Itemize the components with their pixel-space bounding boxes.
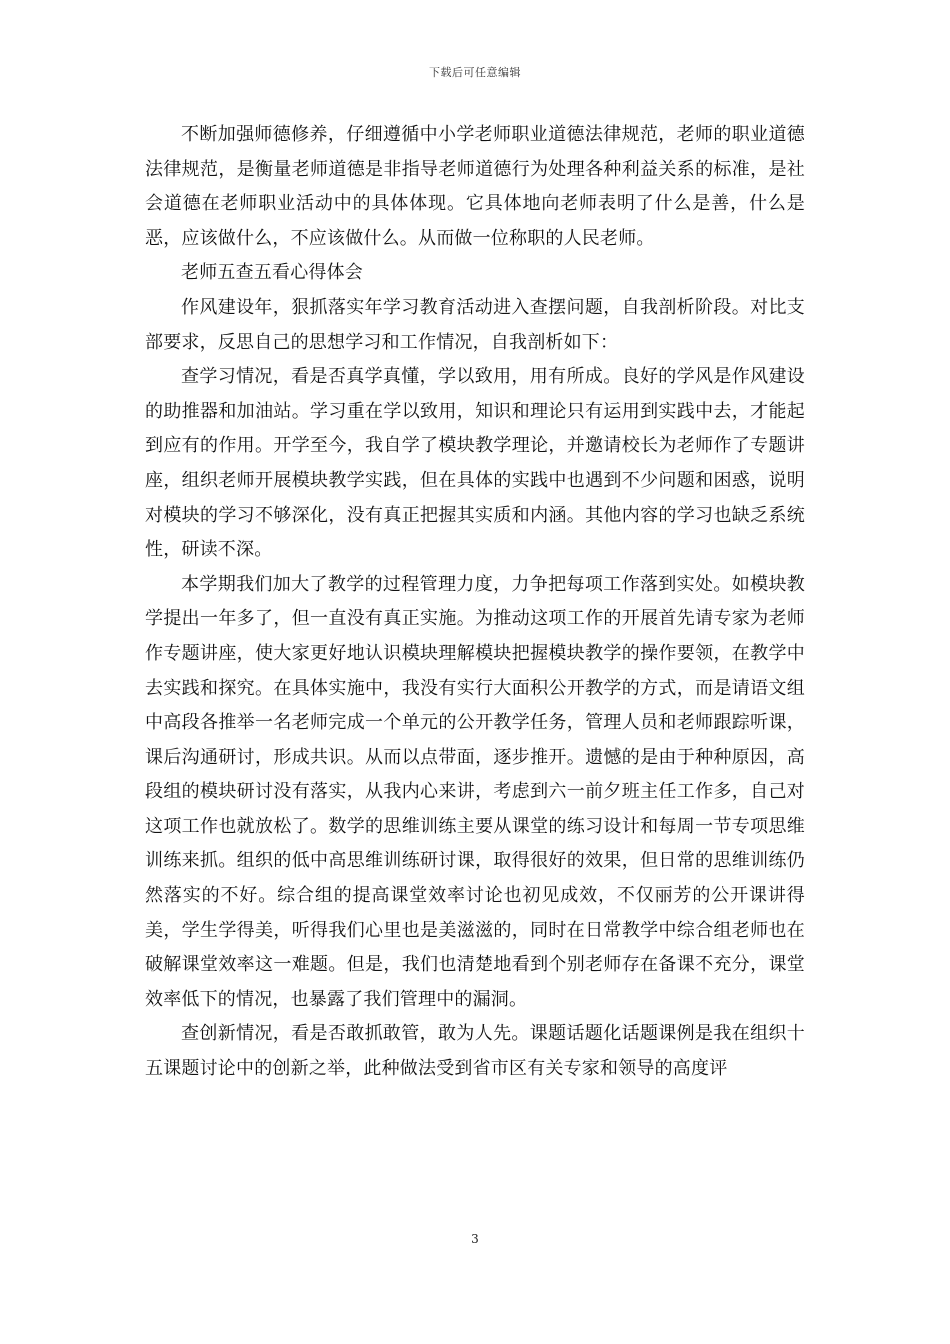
page-header: 下载后可任意编辑 [429, 66, 521, 79]
paragraph-overview: 作风建设年，狠抓落实年学习教育活动进入查摆问题，自我剖析阶段。对比支部要求，反思自己的思想学习和工作情况，自我剖析如下： [145, 296, 805, 353]
page-number: 3 [471, 1232, 479, 1246]
section-heading: 老师五查五看心得体会 [181, 262, 363, 284]
document-body [145, 118, 805, 1087]
paragraph-intro: 不断加强师德修养，仔细遵循中小学老师职业道德法律规范，老师的职业道德法律规范，是衡量老师道德是非指导老师道德行为处理各种利益关系的标准，是社会道德在老师职业活动中的具体体现。它具体地向老师表明了什么是善，什么是恶，应该做什么，不应该做什么。从而做一位称职的人民老师。 [145, 124, 805, 249]
paragraph-teaching: 本学期我们加大了教学的过程管理力度，力争把每项工作落到实处。如模块教学提出一年多了，但一直没有真正实施。为推动这项工作的开展首先请专家为老师作专题讲座，使大家更好地认识模块理解模块把握模块教学的操作要领，在教学中去实践和探究。在具体实施中，我没有实行大面积公开教学的方式，而是请语文组中高段各推举一名老师完成一个单元的公开教学任务，管理人员和老师跟踪听课，课后沟通研讨，形成共识。从而以点带面，逐步推开。遗憾的是由于种种原因，高段组的模块研讨没有落实，从我内心来讲，考虑到六一前夕班主任工作多，自己对这项工作也就放松了。数学的思维训练主要从课堂的练习设计和每周一节专项思维训练来抓。组织的低中高思维训练研讨课，取得很好的效果，但日常的思维训练仍然落实的不好。综合组的提高课堂效率讨论也初见成效，不仅丽芳的公开课讲得美，学生学得美，听得我们心里也是美滋滋的，同时在日常教学中综合组老师也在破解课堂效率这一难题。但是，我们也清楚地看到个别老师存在备课不充分，课堂效率低下的情况，也暴露了我们管理中的漏洞。 [145, 573, 805, 1010]
paragraph-innovation: 查创新情况，看是否敢抓敢管，敢为人先。课题话题化话题课例是我在组织十五课题讨论中的创新之举，此种做法受到省市区有关专家和领导的高度评 [145, 1023, 805, 1080]
paragraph-study: 查学习情况，看是否真学真懂，学以致用，用有所成。良好的学风是作风建设的助推器和加油站。学习重在学以致用，知识和理论只有运用到实践中去，才能起到应有的作用。开学至今，我自学了模块教学理论，并邀请校长为老师作了专题讲座，组织老师开展模块教学实践，但在具体的实践中也遇到不少问题和困惑，说明对模块的学习不够深化，没有真正把握其实质和内涵。其他内容的学习也缺乏系统性，研读不深。 [145, 366, 805, 561]
